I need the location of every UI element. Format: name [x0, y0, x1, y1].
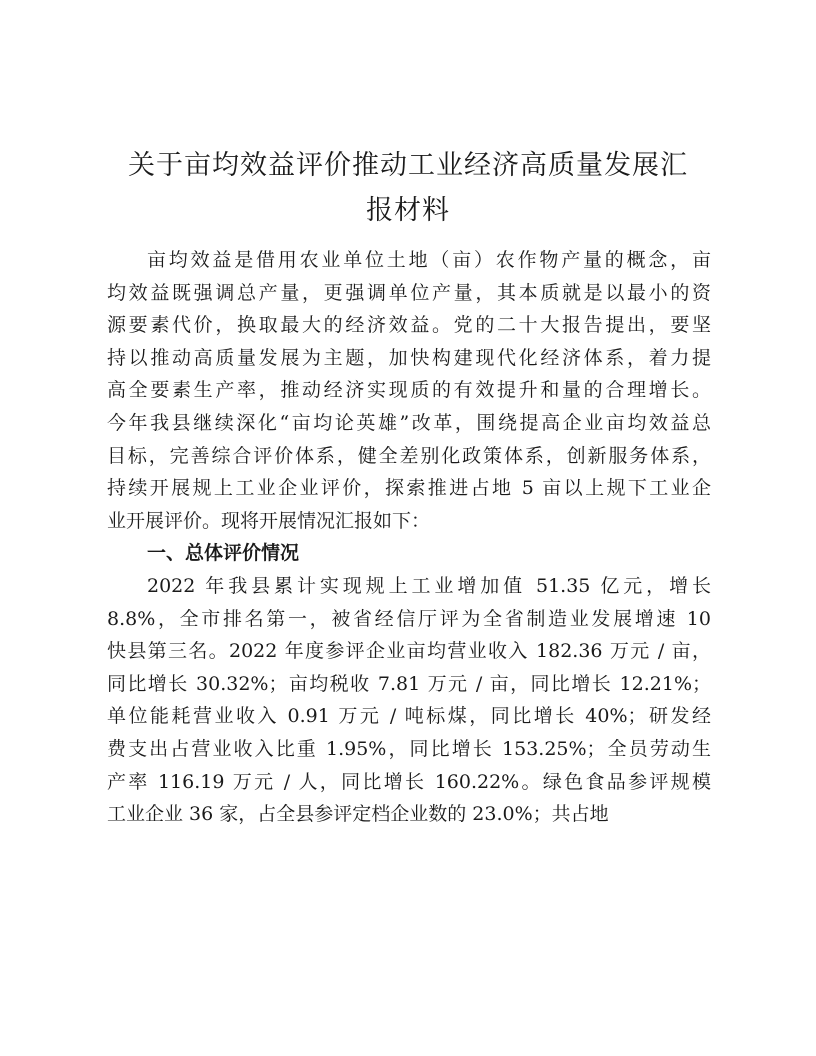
text-line: 目标，完善综合评价体系，健全差别化政策体系，创新服务体系， [107, 444, 711, 467]
text-line: 单位能耗营业收入 0.91 万元 / 吨标煤，同比增长 40%；研发经 [107, 705, 711, 728]
text-line: 快县第三名。2022 年度参评企业亩均营业收入 182.36 万元 / 亩， [107, 640, 711, 663]
text-line: 今年我县继续深化“亩均论英雄”改革，围绕提高企业亩均效益总 [107, 411, 711, 434]
paragraph-intro [107, 244, 711, 537]
document-body [107, 244, 711, 831]
text-line: 持以推动高质量发展为主题，加快构建现代化经济体系，着力提 [107, 346, 711, 369]
text-line: 亩均效益是借用农业单位土地（亩）农作物产量的概念，亩 [147, 249, 711, 271]
text-line: 产率 116.19 万元 / 人，同比增长 160.22%。绿色食品参评规模 [107, 770, 711, 793]
title-line-1: 关于亩均效益评价推动工业经济高质量发展汇 [128, 150, 688, 181]
text-line: 同比增长 30.32%；亩均税收 7.81 万元 / 亩，同比增长 12.21%； [107, 672, 711, 695]
text-line: 8.8%，全市排名第一，被省经信厅评为全省制造业发展增速 10 [107, 607, 711, 630]
section-heading: 一、总体评价情况 [147, 542, 300, 565]
text-line: 业开展评价。现将开展情况汇报如下： [107, 509, 431, 532]
text-line: 均效益既强调总产量，更强调单位产量，其本质就是以最小的资 [107, 281, 711, 304]
text-line: 费支出占营业收入比重 1.95%，同比增长 153.25%；全员劳动生 [107, 737, 711, 760]
paragraph-overview [107, 570, 711, 831]
text-line: 2022 年我县累计实现规上工业增加值 51.35 亿元，增长 [147, 574, 711, 597]
text-line: 工业企业 36 家，占全县参评定档企业数的 23.0%；共占地 [107, 803, 609, 826]
title-line-2: 报材料 [366, 195, 450, 226]
text-line: 持续开展规上工业企业评价，探索推进占地 5 亩以上规下工业企 [107, 477, 711, 500]
text-line: 高全要素生产率，推动经济实现质的有效提升和量的合理增长。 [107, 379, 711, 402]
text-line: 源要素代价，换取最大的经济效益。党的二十大报告提出，要坚 [107, 314, 711, 337]
document-title [100, 143, 716, 233]
